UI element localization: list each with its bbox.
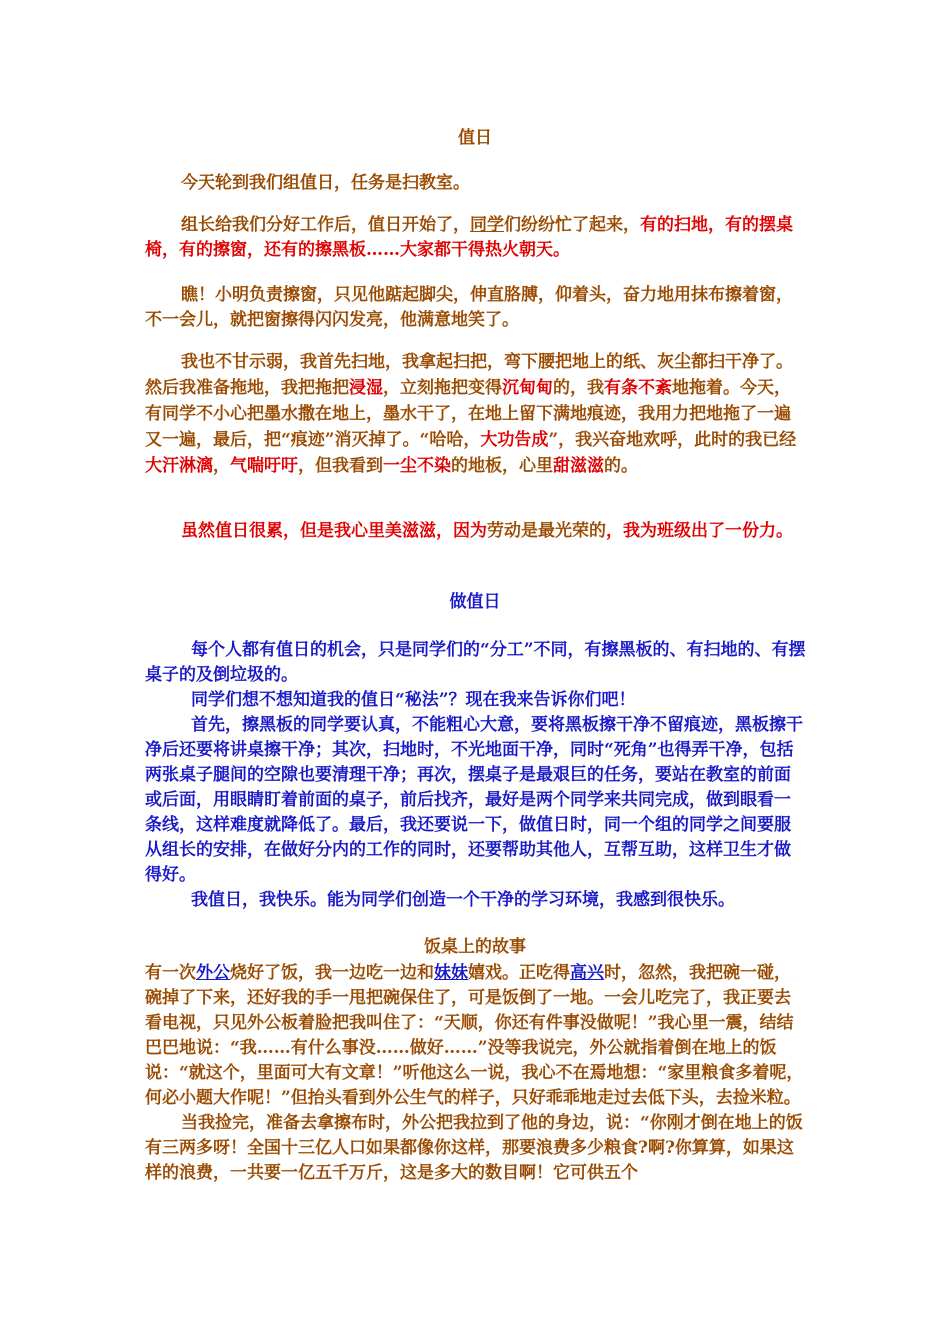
essay1-p2-underlined: 同学 <box>470 215 504 235</box>
essay2-paragraph-2: 同学们想不想知道我的值日“秘法”？现在我来告诉你们吧！ <box>191 690 636 710</box>
essay1-p2-text: 们纷纷忙了起来， <box>504 215 640 235</box>
essay1-p4-highlight: 甜滋滋 <box>553 456 604 476</box>
essay1-p5-text: ，我为班级出了一份力。 <box>606 521 793 541</box>
essay1-paragraph-2 <box>145 213 807 263</box>
essay3-p1-link[interactable]: 外公 <box>196 963 230 983</box>
essay1-p2-text: 组长给我们分好工作后，值日开始了， <box>181 215 470 235</box>
essay1-p4-text: 地拖着。今天，有同学不小心把墨水撒在地上，墨水干了，在地上留下满地痕迹，我用力把地拖了一遍又一遍，最后，把“痕迹”消灭掉了。“哈哈， <box>145 378 791 450</box>
essay1-paragraph-1: 今天轮到我们组值日，任务是扫教室。 <box>181 173 470 193</box>
essay2-body <box>145 638 807 913</box>
essay1-p4-text: ，但我看到 <box>298 456 383 476</box>
essay2-paragraph-4: 我值日，我快乐。能为同学们创造一个干净的学习环境，我感到很快乐。 <box>191 890 735 910</box>
essay1-p4-text: ”，我兴奋地欢呼，此时的我已经 <box>548 430 797 450</box>
essay1-paragraph-4 <box>145 349 807 479</box>
essay1-p4-highlight: 大汗淋漓 <box>145 456 213 476</box>
essay1-p4-text: 的。 <box>604 456 638 476</box>
essay1-p4-text: 我也不甘示弱，我首先扫地，我拿起扫把，弯下腰把地上的纸、灰尘都扫干净了。然后我准备拖地，我把拖把 <box>145 352 793 398</box>
essay3-p1-text: 有一次 <box>145 963 196 983</box>
essay1-p4-text: ， <box>213 456 230 476</box>
essay1-title: 值日 <box>458 128 492 148</box>
essay3-body <box>145 961 807 1186</box>
essay1-p4-highlight: 有条不紊 <box>604 378 672 398</box>
essay1-p5-text: 虽然值日很累，但是我心里美滋滋，因为 <box>181 521 487 541</box>
essay3-p1-link[interactable]: 高兴 <box>570 963 604 983</box>
essay1-p4-highlight: 大功告成 <box>480 430 549 450</box>
essay3-title: 饭桌上的故事 <box>424 937 526 957</box>
essay2-paragraph-3: 首先，擦黑板的同学要认真，不能粗心大意，要将黑板擦干净不留痕迹，黑板擦干净后还要将讲桌擦干净；其次，扫地时，不光地面干净，同时“死角”也得弄干净，包括两张桌子腿间的空隙也要清理干净；再次，摆桌子是最艰巨的任务，要站在教室的前面或后面，用眼睛盯着前面的桌子，前后找齐，最好是两个同学来共同完成，做到眼看一条线，这样难度就降低了。最后，我还要说一下，做值日时，同一个组的同学之间要服从组长的安排，在做好分内的工作的同时，还要帮助其他人，互帮互助，这样卫生才做得好。 <box>145 715 803 885</box>
essay1-p4-highlight: 浸湿 <box>349 378 383 398</box>
essay1-p4-highlight: 沉甸甸 <box>502 378 553 398</box>
essay3-p1-text: 烧好了饭，我一边吃一边和 <box>230 963 434 983</box>
essay3-p1-link[interactable]: 妹妹 <box>434 963 468 983</box>
essay3-paragraph-1 <box>145 961 807 1111</box>
essay1-p5-text: 劳动是最光荣的 <box>487 521 606 541</box>
essay1-p4-text: 的地板，心里 <box>451 456 553 476</box>
essay3-paragraph-2: 当我捡完，准备去拿擦布时，外公把我拉到了他的身边，说：“你刚才倒在地上的饭有三两多呀！全国十三亿人口如果都像你这样，那要浪费多少粮食?啊?你算算，如果这样的浪费，一共要一亿五千万斤，这是多大的数目啊！它可供五个 <box>145 1113 803 1183</box>
essay2-title: 做值日 <box>449 592 501 612</box>
essay1-p4-text: ，立刻拖把变得 <box>383 378 502 398</box>
essay1-paragraph-5 <box>145 518 807 544</box>
essay3-p1-text: 时，忽然，我把碗一碰，碗掉了下来，还好我的手一甩把碗保住了，可是饭倒了一地。一会儿吃完了，我正要去看电视，只见外公板着脸把我叫住了：“天顺，你还有件事没做呢！”我心里一震，结结巴巴地说：“我……有什么事没……做好……”没等我说完，外公就指着倒在地上的饭说：“就这个，里面可大有文章！”听他这么一说，我心不在焉地想：“家里粮食多着呢，何必小题大作呢！”但抬头看到外公生气的样子，只好乖乖地走过去低下头，去捡米粒。 <box>145 963 804 1108</box>
essay3-p1-text: 嬉戏。正吃得 <box>468 963 570 983</box>
essay1-paragraph-3: 瞧！小明负责擦窗，只见他踮起脚尖，伸直胳膊，仰着头，奋力地用抹布擦着窗，不一会儿，就把窗擦得闪闪发亮，他满意地笑了。 <box>145 285 793 330</box>
essay1-p4-highlight: 一尘不染 <box>383 456 451 476</box>
essay1-p4-highlight: 气喘吁吁 <box>230 456 298 476</box>
essay1-p4-text: 的，我 <box>553 378 604 398</box>
essay1-p2-highlight: 有的扫地，有的摆桌椅，有的擦窗，还有的擦黑板……大家都干得热火朝天。 <box>145 215 793 260</box>
essay2-paragraph-1: 每个人都有值日的机会，只是同学们的“分工”不同，有擦黑板的、有扫地的、有摆桌子的及倒垃圾的。 <box>145 640 806 685</box>
